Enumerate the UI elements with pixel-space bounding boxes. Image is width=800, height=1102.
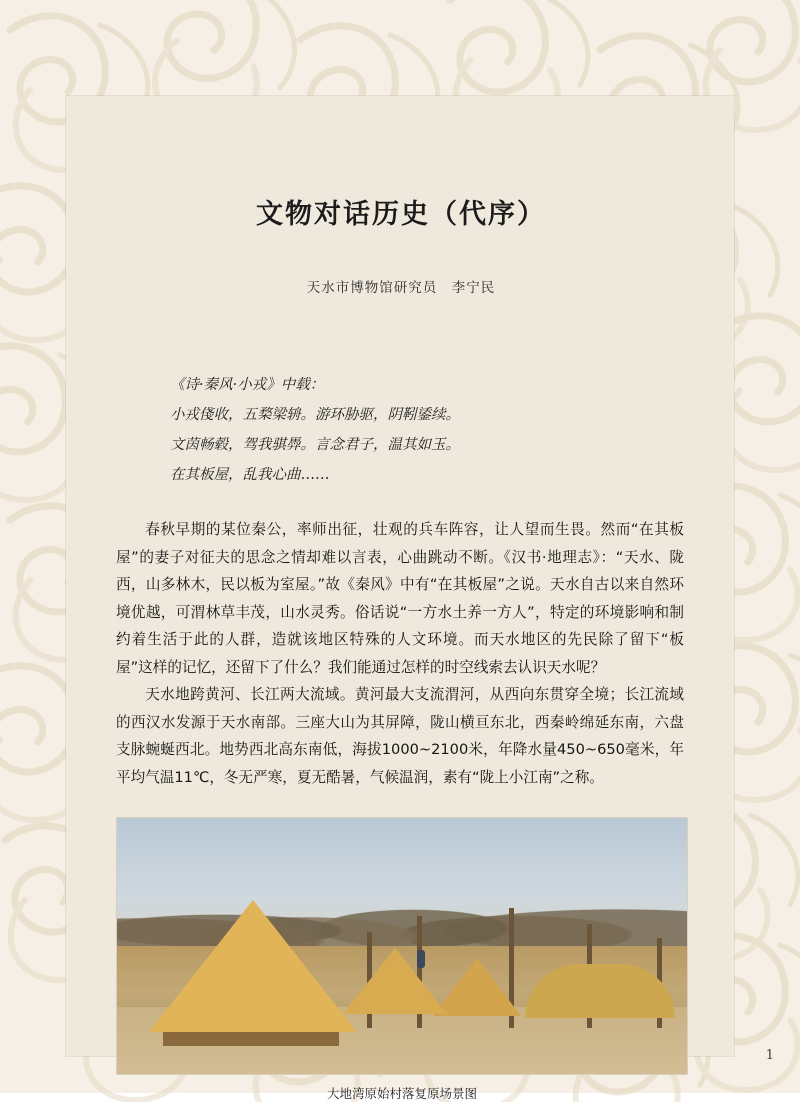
photo-thatched-hut bbox=[343, 948, 447, 1014]
photo-main-thatched-hut bbox=[149, 900, 357, 1032]
figure bbox=[106, 817, 696, 1102]
author-byline: 天水市博物馆研究员 李宁民 bbox=[306, 280, 496, 296]
body-paragraph: 春秋早期的某位秦公，率师出征，壮观的兵车阵容，让人望而生畏。然而“在其板屋”的妻子对征夫的思念之情却难以言表，心曲跳动不断。《汉书·地理志》：“天水、陇西，山多林木，民以板为室屋。”故《秦风》中有“在其板屋”之说。天水自古以来自然环境优越，可渭林草丰茂，山水灵秀。俗话说“一方水土养一方人”，特定的环境影响和制约着生活于此的人群，造就该地区特殊的人文环境。而天水地区的先民除了留下“板屋”这样的记忆，还留下了什么？我们能通过怎样的时空线索去认识天水呢？ bbox=[116, 521, 684, 676]
content-inner bbox=[106, 96, 696, 1101]
photo-person bbox=[417, 950, 425, 968]
poem-line: 小戎俴收，五楘梁辀。游环胁驱，阴靷鋈续。 bbox=[170, 407, 460, 423]
figure-caption: 大地湾原始村落复原场景图 bbox=[326, 1086, 477, 1101]
body-paragraph: 天水地跨黄河、长江两大流域。黄河最大支流渭河，从西向东贯穿全境；长江流域的西汉水发源于天水南部。三座大山为其屏障，陇山横亘东北，西秦岭绵延东南，六盘支脉蜿蜒西北。地势西北高东南低，海拔1000~2100米，年降水量450~650毫米，年平均气温11℃，冬无严寒，夏无酷暑，气候温润，素有“陇上小江南”之称。 bbox=[116, 686, 684, 786]
dadiwan-village-reconstruction-photo bbox=[116, 817, 688, 1075]
poem-line: 在其板屋，乱我心曲…… bbox=[170, 467, 330, 483]
page-title: 文物对话历史（代序） bbox=[256, 199, 546, 230]
poem-quote-block bbox=[106, 296, 696, 490]
content-panel bbox=[66, 96, 734, 1101]
poem-line: 文茵畅毂，驾我骐馵。言念君子，温其如玉。 bbox=[170, 437, 460, 453]
photo-hut-platform bbox=[163, 1030, 339, 1046]
page-number: 1 bbox=[765, 1048, 774, 1063]
body-text bbox=[106, 490, 696, 791]
poem-line: 《诗·秦风·小戎》中载： bbox=[170, 377, 325, 393]
